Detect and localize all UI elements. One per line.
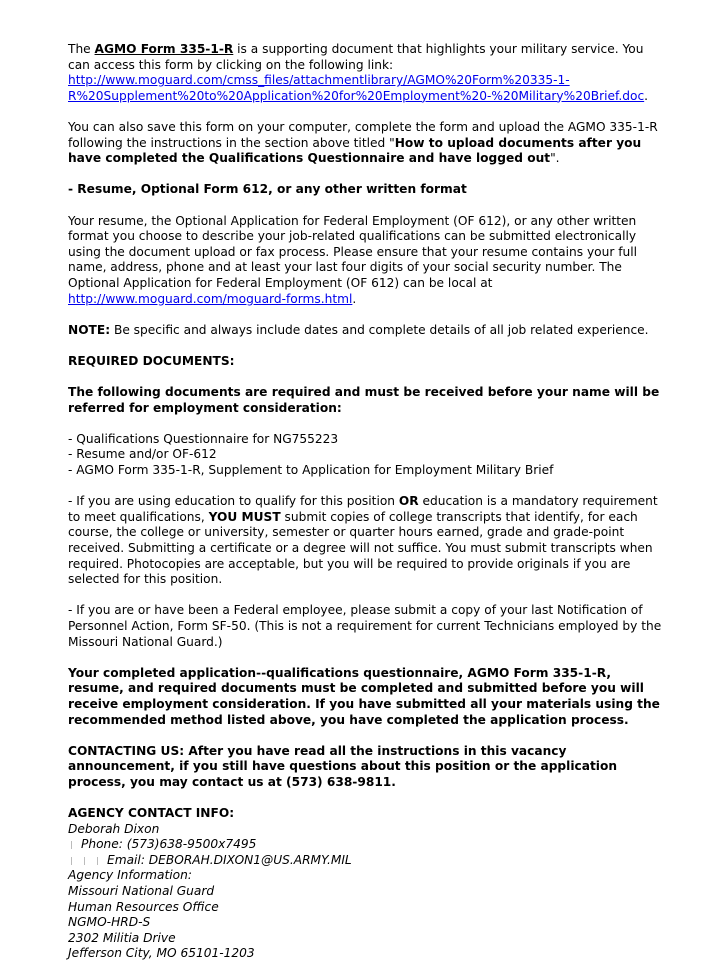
agency-code: NGMO-HRD-S xyxy=(68,915,151,930)
education-text: - If you are using education to qualify for this position xyxy=(68,494,399,509)
education-text-3: submit copies of college transcripts that identify, for each course, the college or university, semester or quarter hours earned, grade and grade-point received. Submitting a certificate or a degree will not suffice. You must submit transcripts when required. Photocopies are acceptable, but you will be required to provide originals if you are selected for this position. xyxy=(68,509,653,587)
intro-end: . xyxy=(644,88,649,103)
education-text-2: education is a mandatory requirement to meet qualifications, xyxy=(68,494,658,524)
required-list xyxy=(68,432,662,479)
agency-contact-block xyxy=(68,806,662,962)
agency-city: Jefferson City, MO 65101-1203 xyxy=(68,946,255,961)
agency-info-label: Agency Information: xyxy=(68,868,192,883)
contact-email: Email: DEBORAH.DIXON1@US.ARMY.MIL xyxy=(107,852,352,867)
resume-end: . xyxy=(352,291,357,306)
agency-office: Human Resources Office xyxy=(68,899,219,914)
resume-heading: - Resume, Optional Form 612, or any other written format xyxy=(68,182,467,197)
contacting-us-paragraph: CONTACTING US: After you have read all the instructions in this vacancy announcement, if you still have questions about this position or the application process, you may contact us at (573) 638-9811. xyxy=(68,743,618,789)
education-paragraph xyxy=(68,494,662,588)
save-text: You can also save this form on your computer, complete the form and upload the AGMO 335-1-R following the instructions in the section above titled " xyxy=(68,119,658,150)
contact-name: Deborah Dixon xyxy=(68,821,160,836)
bullet-icon xyxy=(71,841,72,849)
note-paragraph xyxy=(68,323,662,339)
resume-paragraph xyxy=(68,214,662,308)
federal-employee-paragraph: - If you are or have been a Federal employee, please submit a copy of your last Notification of Personnel Action, Form SF-50. (This is not a requirement for current Technicians employed by the Missouri National Guard.) xyxy=(68,603,662,649)
contact-phone-line xyxy=(68,837,662,853)
bullet-icon xyxy=(97,857,98,865)
agmo-form-link[interactable]: http://www.moguard.com/cmss_files/attachmentlibrary/AGMO%20Form%20335-1-R%20Supplement%20to%20Application%20for%20Employment%20-%20Military%20Brief.doc xyxy=(68,73,645,103)
note-label: NOTE: xyxy=(68,322,111,337)
agency-street: 2302 Militia Drive xyxy=(68,930,176,945)
save-section-title: How to upload documents after you have completed the Qualifications Questionnaire and have logged out xyxy=(68,135,642,166)
list-item: - AGMO Form 335-1-R, Supplement to Application for Employment Military Brief xyxy=(68,463,554,478)
required-documents-heading: REQUIRED DOCUMENTS: xyxy=(68,353,235,368)
required-intro: The following documents are required and must be received before your name will be referred for employment consideration: xyxy=(68,385,660,415)
list-item: - Qualifications Questionnaire for NG755223 xyxy=(68,431,339,446)
moguard-forms-link[interactable]: http://www.moguard.com/moguard-forms.html xyxy=(68,291,353,306)
completed-application-paragraph: Your completed application--qualifications questionnaire, AGMO Form 335-1-R, resume, and required documents must be completed and submitted before you will receive employment consideration. If you have submitted all your materials using the recommended method listed above, you have completed the application process. xyxy=(68,665,660,727)
education-must: YOU MUST xyxy=(208,509,281,524)
resume-text: Your resume, the Optional Application for Federal Employment (OF 612), or any other written format you choose to describe your job-related qualifications can be submitted electronically using the document upload or fax process. Please ensure that your resume contains your full name, address, phone and at least your last four digits of your social security number. The Optional Application for Federal Employment (OF 612) can be local at xyxy=(68,213,638,290)
contact-phone: Phone: (573)638-9500x7495 xyxy=(81,837,257,852)
contact-email-line xyxy=(68,853,662,869)
bullet-icon xyxy=(84,857,85,865)
note-text: Be specific and always include dates and complete details of all job related experience. xyxy=(110,322,649,337)
agency-org: Missouri National Guard xyxy=(68,884,215,899)
intro-text: The xyxy=(68,42,95,56)
education-or: OR xyxy=(398,494,419,509)
form-name: AGMO Form 335-1-R xyxy=(94,42,234,56)
save-form-paragraph xyxy=(68,120,662,167)
agency-contact-heading: AGENCY CONTACT INFO: xyxy=(68,806,235,821)
list-item: - Resume and/or OF-612 xyxy=(68,447,217,462)
form-intro-paragraph xyxy=(68,42,662,104)
save-end: ". xyxy=(550,151,560,166)
intro-text-2: is a supporting document that highlights your military service. You can access this form by clicking on the following link: xyxy=(68,42,644,72)
bullet-icon xyxy=(71,857,72,865)
